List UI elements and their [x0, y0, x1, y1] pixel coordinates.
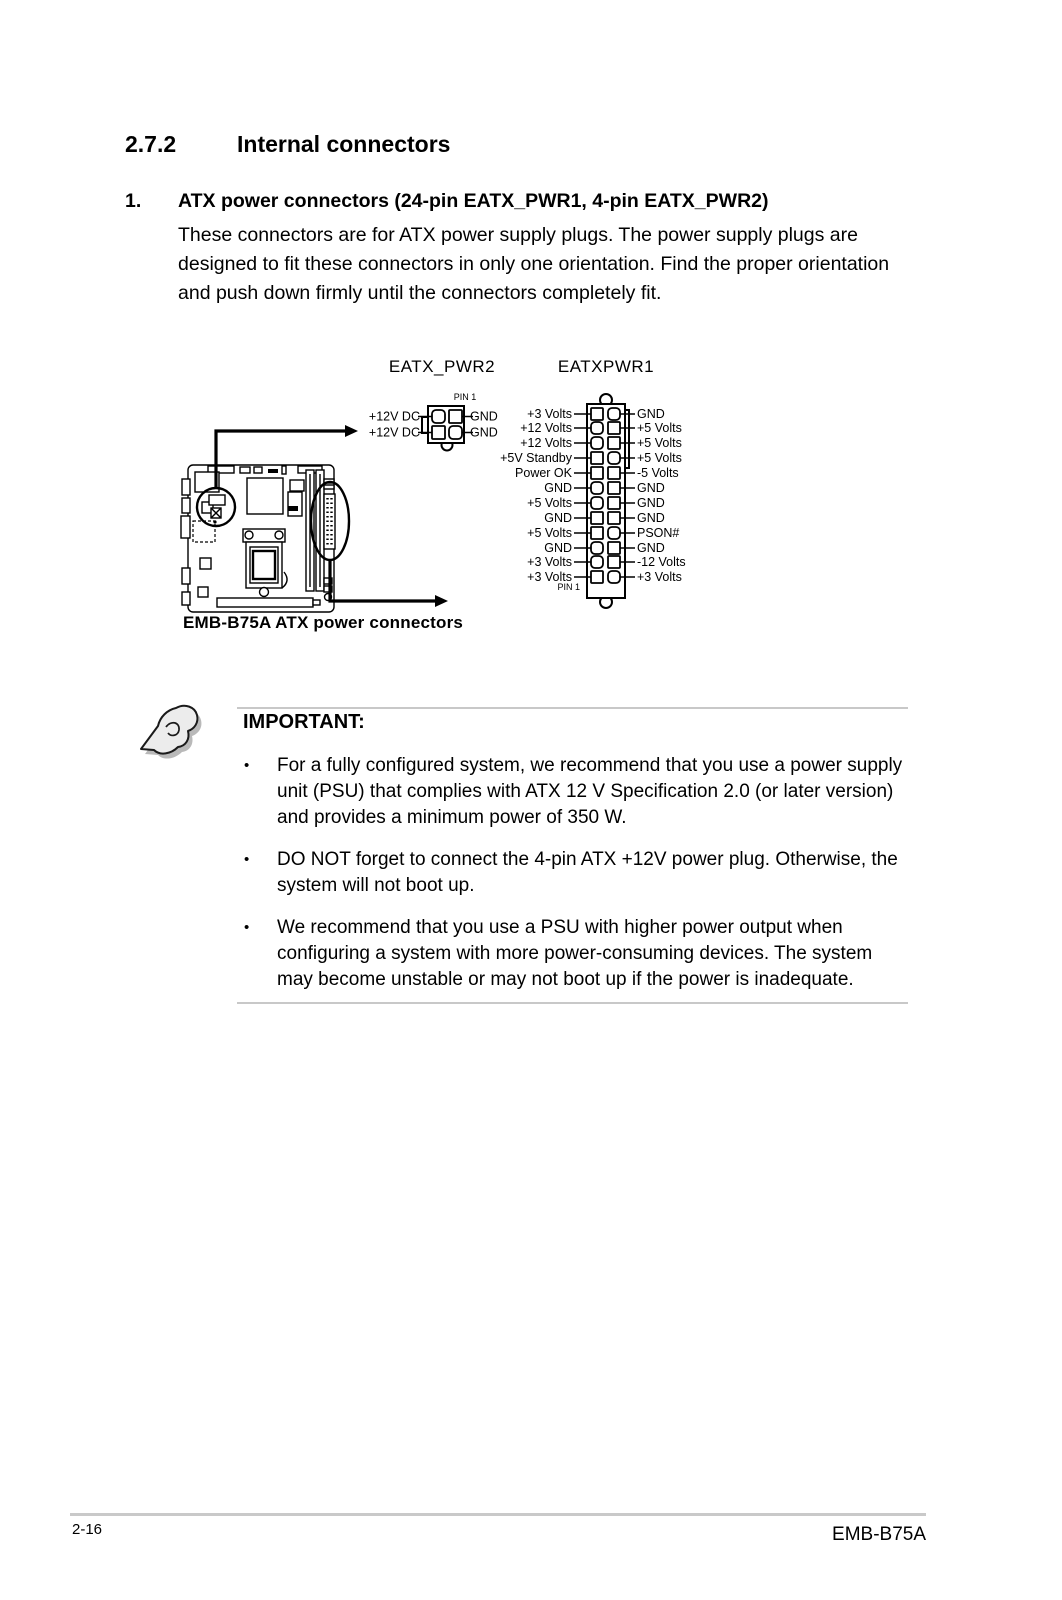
pin-row-label: GND — [544, 481, 572, 495]
list-item — [244, 753, 912, 831]
pin-row-label: GND — [637, 496, 665, 510]
motherboard-illustration — [181, 465, 349, 612]
page-number: 2-16 — [72, 1521, 103, 1538]
pin-row-label: -5 Volts — [637, 466, 679, 480]
bullet-text: For a fully configured system, we recommend that you use a power supply unit (PSU) that complies with ATX 12 V Specification 2.0 (or later version) and provides a minimum power of 350 W. — [277, 755, 903, 828]
pin-row-label: +5 Volts — [527, 496, 572, 510]
pin-row-label: +5 Volts — [637, 451, 682, 465]
pin-row — [527, 407, 665, 421]
list-item — [244, 847, 912, 899]
pin-row-label: -12 Volts — [637, 555, 686, 569]
pin-row-label: +12V DC — [368, 425, 420, 440]
pointing-hand-icon — [131, 697, 205, 763]
eatx-pwr2-label: EATX_PWR2 — [388, 357, 496, 376]
connector-eatx-pwr2 — [369, 357, 498, 451]
bullet-glyph: • — [244, 919, 250, 936]
pin-row-label: GND — [544, 541, 572, 555]
pin-row-label: GND — [637, 407, 665, 421]
section-title-text: Internal connectors — [237, 131, 451, 157]
connector-eatxpwr1 — [500, 357, 686, 608]
pin-row-label: +12V DC — [368, 409, 420, 424]
note-top-divider — [237, 707, 908, 709]
pin-row-label: +3 Volts — [527, 570, 572, 584]
note-bullet-list — [244, 753, 912, 1009]
pin-row-label: +5 Volts — [637, 436, 682, 450]
footer-divider — [70, 1513, 926, 1516]
pin-row-label: GND — [544, 511, 572, 525]
section-title — [125, 131, 450, 158]
pin-row — [520, 436, 682, 450]
pwr2-row — [369, 426, 498, 440]
item-number: 1. — [125, 190, 142, 212]
pin-row-label: +3 Volts — [527, 407, 572, 421]
cpu-socket — [243, 529, 287, 597]
section-number: 2.7.2 — [125, 131, 177, 157]
pin-row-label: GND — [637, 541, 665, 555]
pin-row-label: +12 Volts — [520, 421, 572, 435]
atx-power-connectors-diagram — [170, 340, 960, 632]
pin-row — [520, 421, 682, 435]
eatxpwr1-pin1-label: PIN 1 — [557, 582, 580, 592]
list-item — [244, 915, 912, 993]
pin-row — [527, 496, 665, 510]
pin-row — [500, 451, 682, 465]
bullet-text: DO NOT forget to connect the 4-pin ATX +12V power plug. Otherwise, the system will not boot up. — [277, 849, 898, 896]
pin-row-label: GND — [470, 425, 498, 440]
pin-row-label: +3 Volts — [637, 570, 682, 584]
pin-row-label: GND — [470, 409, 498, 424]
pin-row-label: +5V Standby — [500, 451, 572, 465]
figure-caption: EMB-B75A ATX power connectors — [183, 613, 464, 632]
item-heading — [125, 190, 768, 213]
pin-row-label: +5 Volts — [637, 421, 682, 435]
bullet-glyph: • — [244, 757, 250, 774]
pin-row-label: PSON# — [637, 526, 680, 540]
pwr2-row — [369, 410, 498, 424]
bullet-glyph: • — [244, 851, 250, 868]
pin-row — [527, 526, 679, 540]
footer-model-name: EMB-B75A — [832, 1524, 926, 1545]
eatxpwr1-label: EATXPWR1 — [557, 357, 655, 376]
pin-row-label: GND — [637, 511, 665, 525]
pin-row-label: GND — [637, 481, 665, 495]
note-title: IMPORTANT: — [243, 711, 365, 733]
item-heading-text: ATX power connectors (24-pin EATX_PWR1, 4-pin EATX_PWR2) — [178, 190, 769, 212]
pin-row-label: Power OK — [515, 466, 572, 480]
pin-row-label: +12 Volts — [520, 436, 572, 450]
note-bottom-divider — [237, 1002, 908, 1004]
pin-row — [515, 466, 679, 480]
bullet-text: We recommend that you use a PSU with higher power output when configuring a system with more power-consuming devices. The system may become unstable or may not boot up if the power is inadequate. — [277, 917, 873, 990]
pin-row-label: +3 Volts — [527, 555, 572, 569]
pin-row-label: +5 Volts — [527, 526, 572, 540]
eatx-pwr2-pin1-label: PIN 1 — [453, 392, 477, 402]
body-paragraph: These connectors are for ATX power supply plugs. The power supply plugs are designed to fit these connectors in only one orientation. Find the proper orientation and push down firmly until the connectors completely fit. — [178, 224, 890, 304]
